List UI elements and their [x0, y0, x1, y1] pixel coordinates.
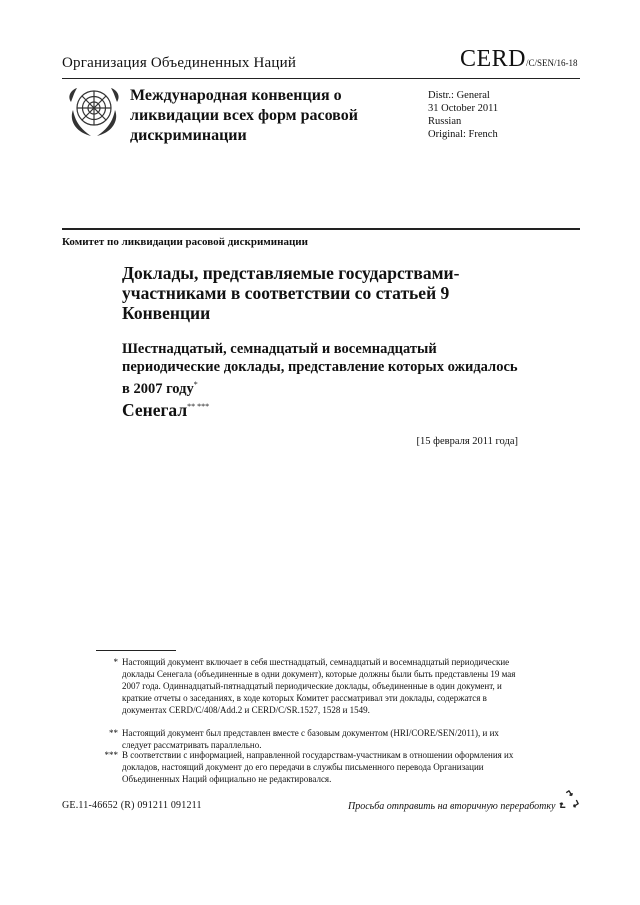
un-emblem-icon — [65, 82, 123, 140]
document-language: Russian — [428, 116, 462, 127]
subtitle-footnote-mark: * — [193, 380, 198, 389]
footnote-text: Настоящий документ включает в себя шестнадцатый, семнадцатый и восемнадцатый периодические доклады Сенегала (объединенные в одни документ), которые должны были быть представлены 19 мая 2007 года. Одиннадцатый-пятнадцатый периодические доклады, объединенные в один документ, и краткие отчеты о заседаниях, в ходе которых Комитет рассматривал эти доклады, содержатся в документах CERD/C/408/Add.2 и CERD/C/SR.1527, 1528 и 1549. — [122, 657, 516, 715]
footnote-text: В соответствии с информацией, направленной государствам-участникам в отношении оформления их докладов, настоящий документ до его передачи в службы письменного перевода Организации Объединенных Наций официально не редактировался. — [122, 750, 514, 784]
report-date: [15 февраля 2011 года] — [416, 436, 518, 447]
document-symbol-suffix: /C/SEN/16-18 — [526, 58, 578, 68]
header-rule — [62, 78, 580, 79]
country-heading — [122, 400, 209, 421]
subtitle-text: Шестнадцатый, семнадцатый и восемнадцатый периодические доклады, представление которых ожидалось в 2007 году — [122, 341, 518, 397]
committee-name: Комитет по ликвидации расовой дискриминации — [62, 236, 308, 248]
original-language: Original: French — [428, 129, 498, 140]
organization-name: Организация Объединенных Наций — [62, 55, 297, 71]
footnote-3 — [96, 749, 526, 785]
issue-date: 31 October 2011 — [428, 103, 499, 114]
country-name: Сенегал — [122, 400, 188, 420]
country-footnote-marks: ** *** — [187, 402, 210, 412]
footnote-mark: ** — [109, 728, 118, 738]
footnote-1 — [96, 656, 526, 716]
recycle-note: Просьба отправить на вторичную переработку — [348, 801, 556, 812]
recycle-icon — [558, 789, 580, 811]
distribution-label: Distr.: General — [428, 90, 490, 101]
job-number: GE.11-46652 (R) 091211 091211 — [62, 800, 202, 811]
convention-title: Международная конвенция о ликвидации всех форм расовой дискриминации — [130, 87, 358, 144]
footnote-mark: * — [113, 657, 118, 667]
distribution-block — [428, 89, 498, 141]
footnote-rule — [96, 650, 176, 651]
document-subtitle — [122, 340, 522, 398]
document-symbol — [460, 46, 578, 73]
footnote-text: Настоящий документ был представлен вместе с базовым документом (HRI/CORE/SEN/2011), и их следует рассматривать параллельно. — [122, 728, 499, 750]
document-title: Доклады, представляемые государствами-участниками в соответствии со статьей 9 Конвенции — [122, 263, 460, 323]
document-symbol-main: CERD — [460, 46, 527, 72]
footnote-mark: *** — [104, 750, 118, 760]
footnote-2 — [96, 727, 526, 751]
section-rule — [62, 228, 580, 230]
